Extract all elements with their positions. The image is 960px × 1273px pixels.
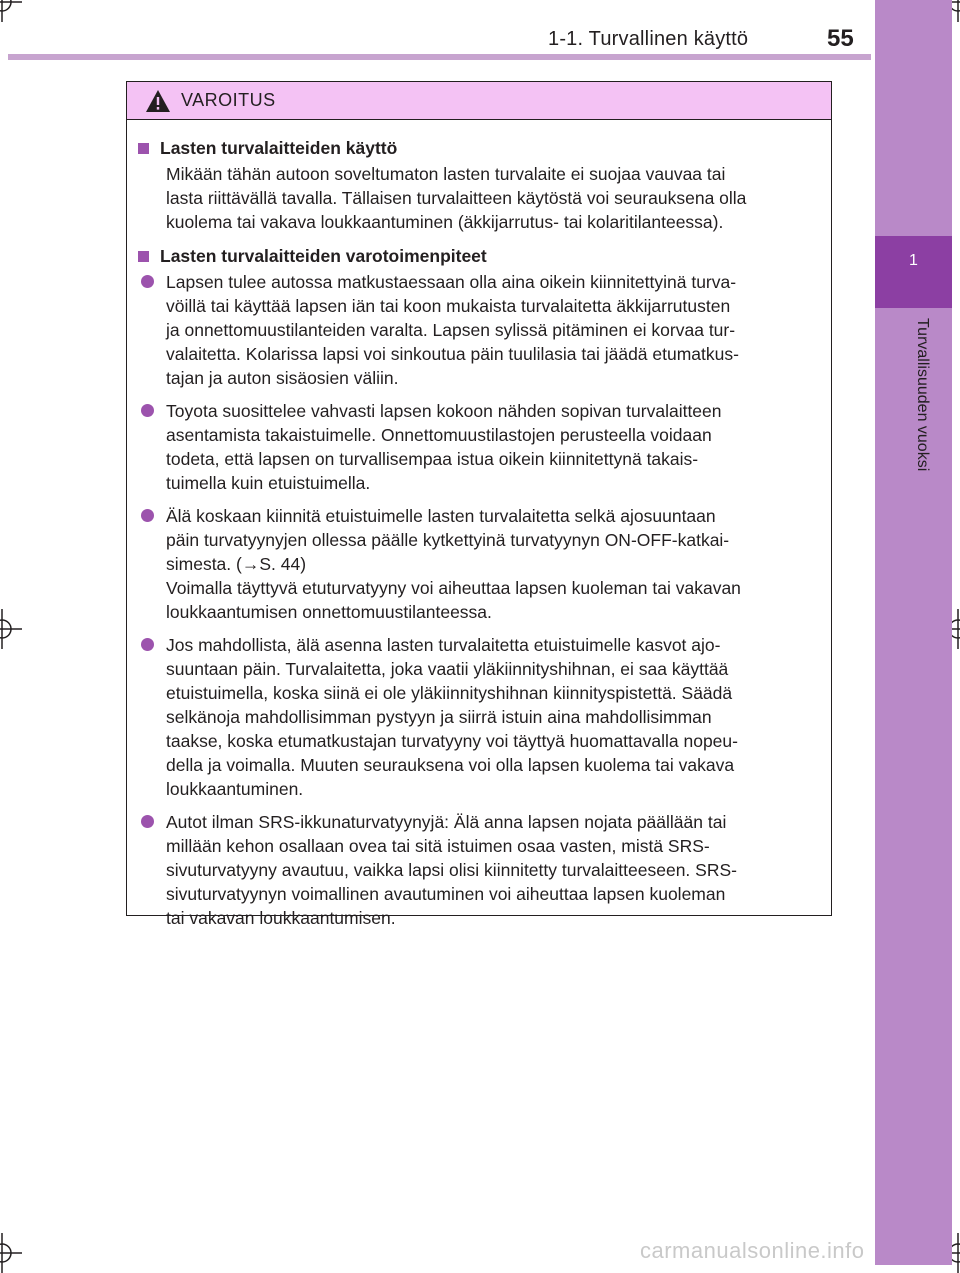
crop-mark-bottom-left-icon	[0, 1233, 22, 1273]
watermark: carmanualsonline.info	[640, 1238, 865, 1263]
square-bullet-icon	[138, 251, 149, 262]
section-heading: Lasten turvalaitteiden käyttö	[126, 136, 832, 160]
bullet-item: Toyota suosittelee vahvasti lapsen kokoon nähden sopivan turvalaitteen asentamista takaistuimelle. Onnettomuustilastojen perusteella voidaan todeta, että lapsen on turvallisempaa istua oikein kiinnitettynä takais- tuimella kuin etuistuimella.	[126, 399, 832, 495]
paragraph: Mikään tähän autoon soveltumaton lasten turvalaite ei suojaa vauvaa tai lasta riittävällä tavalla. Tällaisen turvalaitteen käytöstä voi seurauksena olla kuolema tai vakava loukkaantuminen (äkkijarrutus- tai kolaritilanteessa).	[166, 164, 747, 232]
warning-content	[126, 130, 832, 930]
warning-triangle-icon	[145, 89, 171, 113]
bullet-item: Autot ilman SRS-ikkunaturvatyynyjä: Älä anna lapsen nojata päällään tai millään kehon osallaan ovea tai sitä istuimen osaa vasten, mistä SRS- sivuturvatyyny avautuu, vaikka lapsi olisi kiinnitetty turvalaitteeseen. SRS- sivuturvatyynyn voimallinen avautuminen voi aiheuttaa lapsen kuoleman tai vakavan loukkaantumisen.	[126, 810, 832, 930]
crop-mark-mid-left-icon	[0, 609, 22, 649]
round-bullet-icon	[141, 404, 154, 417]
page-number: 55	[827, 25, 854, 52]
round-bullet-icon	[141, 638, 154, 651]
chapter-active-marker	[875, 236, 952, 308]
round-bullet-icon	[141, 275, 154, 288]
chapter-label: Turvallisuuden vuoksi	[914, 318, 931, 472]
round-bullet-icon	[141, 815, 154, 828]
square-bullet-icon	[138, 143, 149, 154]
warning-header	[127, 82, 831, 120]
bullet-item: Älä koskaan kiinnitä etuistuimelle lasten turvalaitetta selkä ajosuuntaan päin turvatyynyjen ollessa päälle kytkettyinä turvatyynyn ON-OFF-katkai- simesta. (→S. 44) Voimalla täyttyvä etuturvatyyny voi aiheuttaa lapsen kuoleman tai vakavan loukkaantumisen onnettomuustilanteessa.	[126, 504, 832, 624]
chapter-number: 1	[909, 252, 918, 269]
bullet-item: Lapsen tulee autossa matkustaessaan olla aina oikein kiinnitettyinä turva- vöillä tai käyttää lapsen iän tai koon mukaista turvalaitetta äkkijarrutusten ja onnettomuustilanteiden varalta. Lapsen sylissä pitäminen ei korvaa tur- valaitetta. Kolarissa lapsi voi sinkoutua päin tuulilasia tai jäädä etumatkus- tajan ja auton sisäosien väliin.	[126, 270, 832, 390]
round-bullet-icon	[141, 509, 154, 522]
header-rule	[8, 54, 871, 60]
section-heading: Lasten turvalaitteiden varotoimenpiteet	[126, 244, 832, 268]
crop-mark-top-left-icon	[0, 0, 22, 22]
section-title: 1-1. Turvallinen käyttö	[548, 28, 749, 50]
bullet-item: Jos mahdollista, älä asenna lasten turvalaitetta etuistuimelle kasvot ajo- suuntaan päin. Turvalaitetta, joka vaatii yläkiinnityshihnan, ei saa käyttää etuistuimella, koska siinä ei ole yläkiinnityshihnan kiinnityspistettä. Säädä selkänoja mahdollisimman pystyyn ja siirrä istuin aina mahdollisimman taakse, koska etumatkustajan turvatyyny voi täyttyä huomattavalla nopeu- della ja voimalla. Muuten seurauksena voi olla lapsen kuolema tai vakava loukkaantuminen.	[126, 633, 832, 801]
warning-title: VAROITUS	[181, 90, 276, 110]
chapter-side-tab	[875, 0, 952, 1265]
